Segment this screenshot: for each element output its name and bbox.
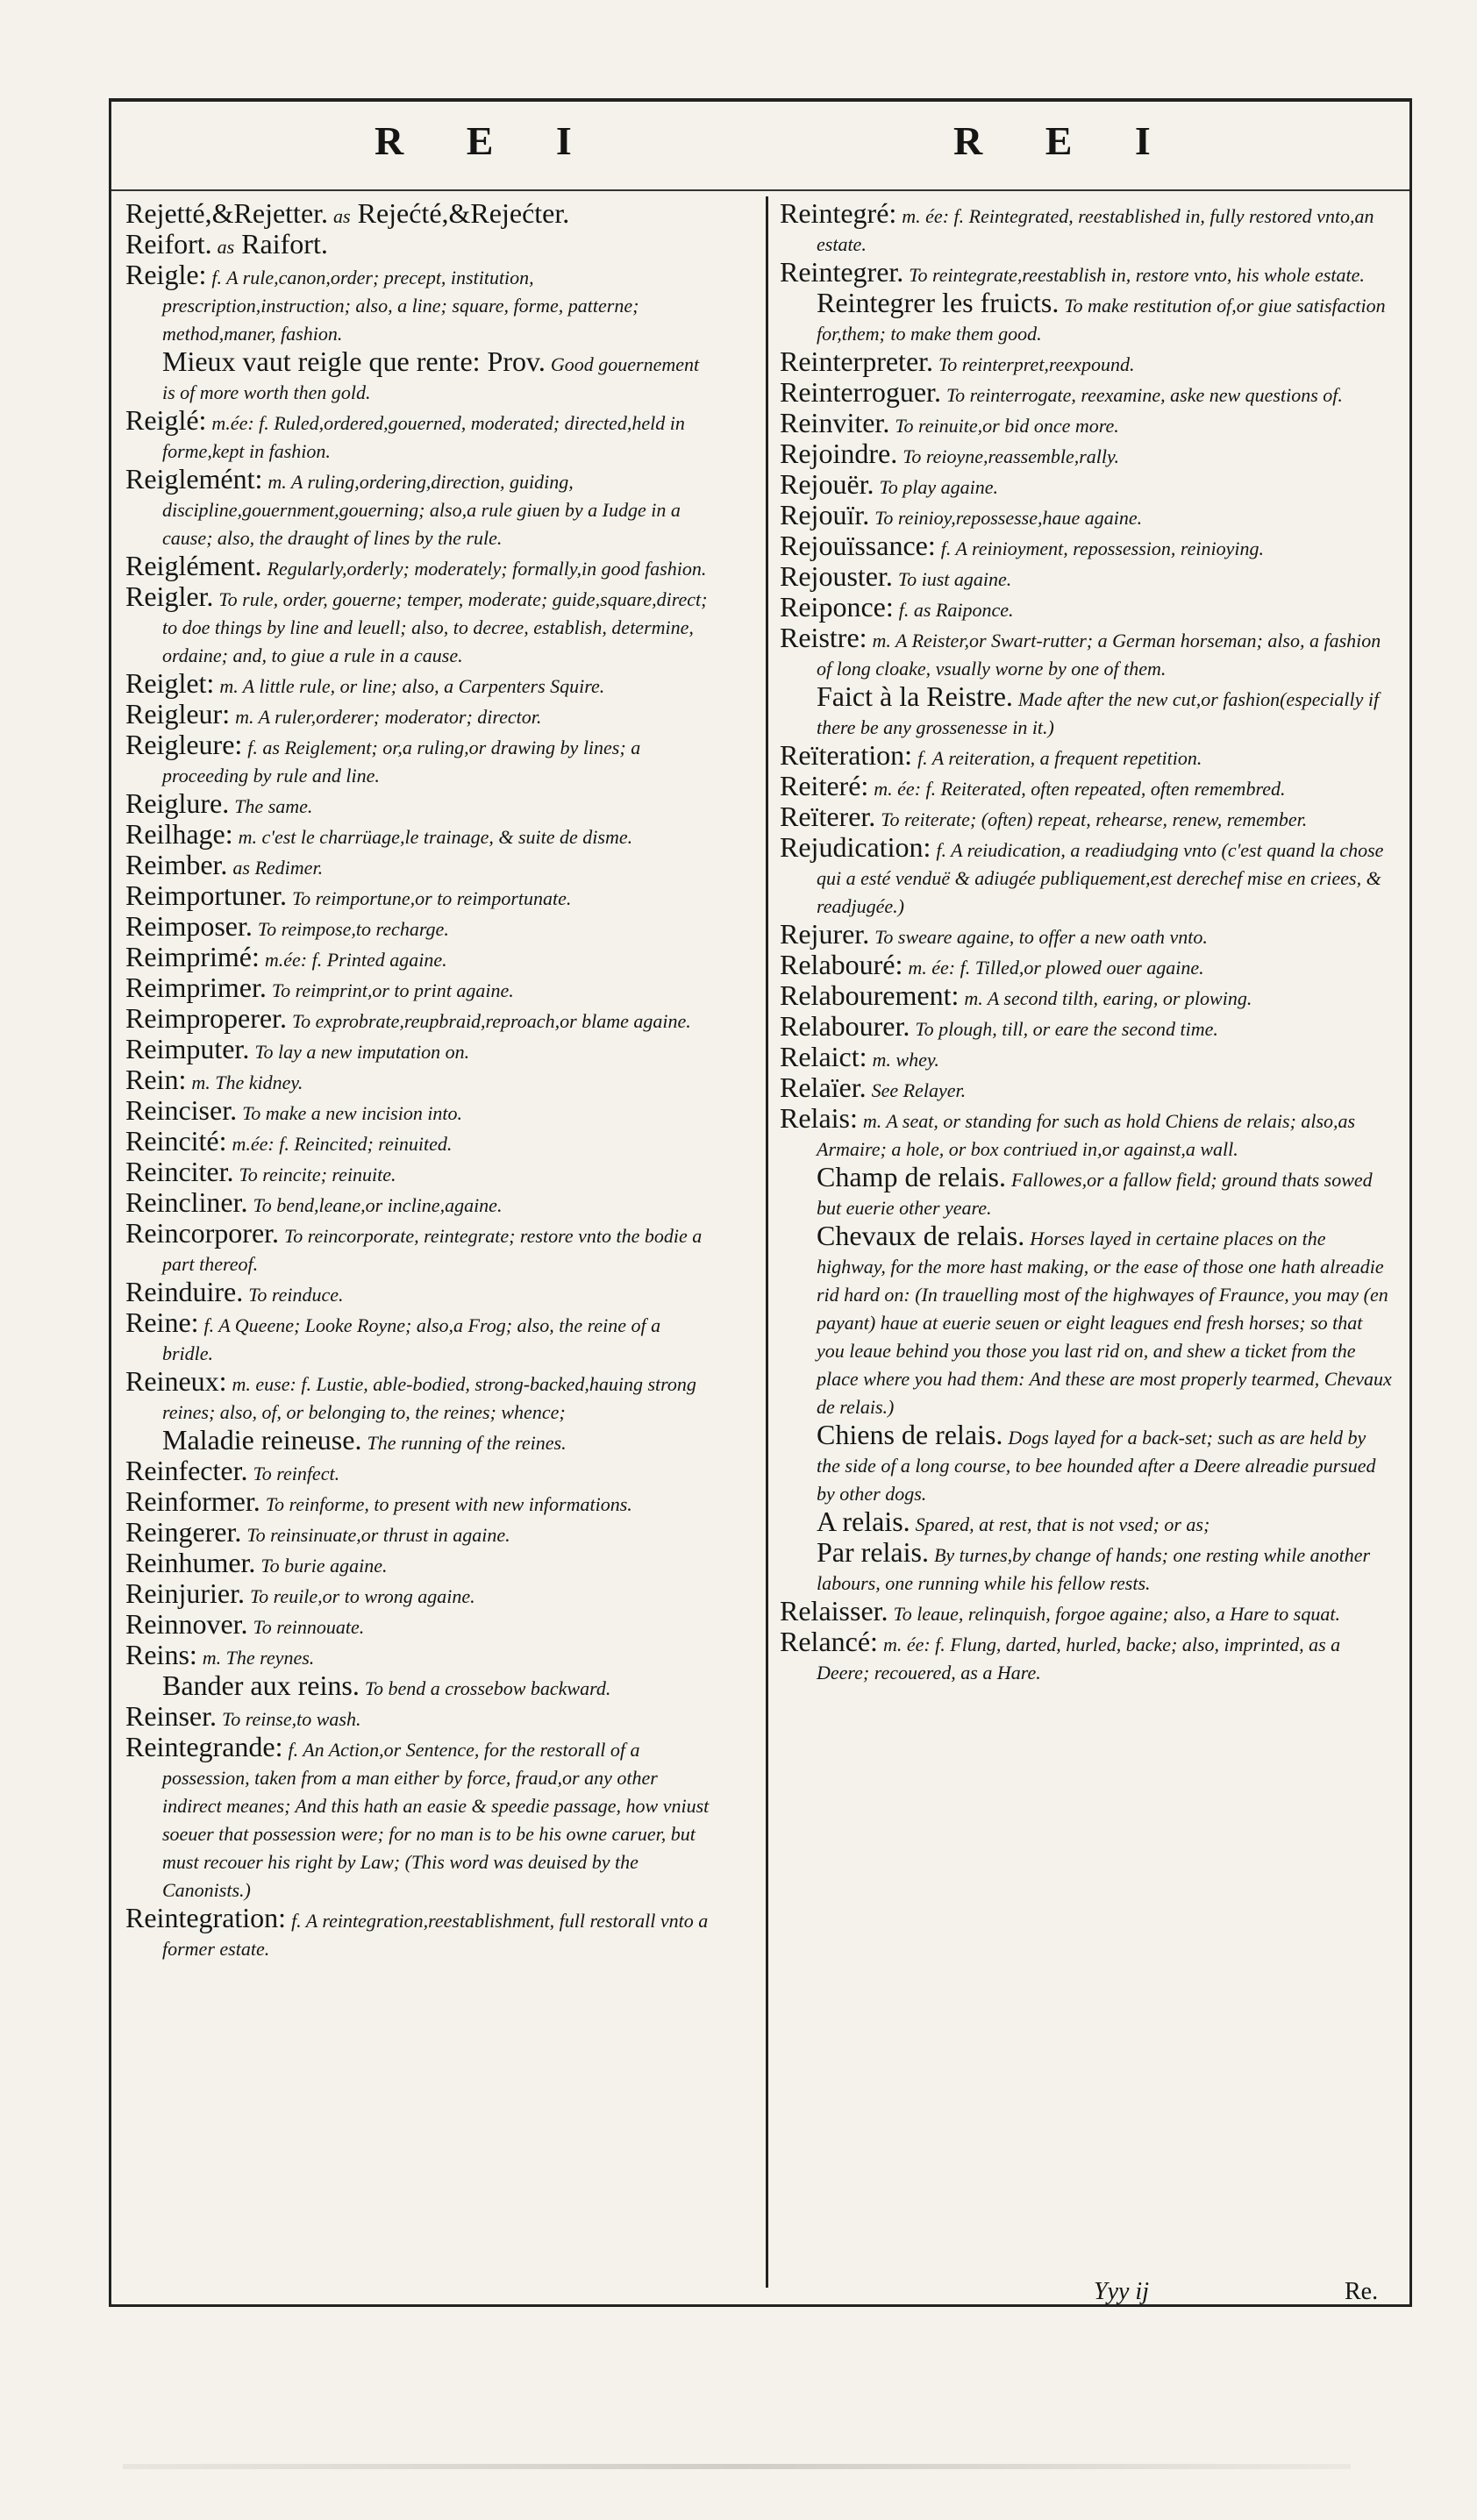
dictionary-entry xyxy=(125,1516,713,1549)
entry-gloss: To play againe. xyxy=(879,476,999,498)
entry-gloss: m. c'est le charrüage,le trainage, & suite de disme. xyxy=(238,826,633,848)
entry-gloss: m. A Reister,or Swart-rutter; a German horseman; also, a fashion of long cloake, vsually worne by one of them. xyxy=(817,630,1381,680)
entry-gloss: m.ée: f. Reincited; reinuited. xyxy=(232,1133,453,1155)
entry-gloss: To plough, till, or eare the second time. xyxy=(915,1018,1218,1040)
entry-gloss: To reinuite,or bid once more. xyxy=(895,415,1119,437)
dictionary-entry xyxy=(125,1217,713,1278)
dictionary-entry xyxy=(125,1306,713,1368)
entry-gloss: Fallowes,or a fallow field; ground thats sowed but euerie other yeare. xyxy=(817,1169,1373,1219)
dictionary-entry xyxy=(125,943,713,974)
entry-headword: Reigler. xyxy=(125,580,214,612)
entry-headword: Reigleur: xyxy=(125,698,231,730)
entry-headword: Faict à la Reistre. xyxy=(817,680,1013,712)
entry-gloss: To burie againe. xyxy=(260,1555,388,1577)
entry-gloss: m. The kidney. xyxy=(191,1071,303,1093)
entry-headword: Reïterer. xyxy=(780,801,876,832)
entry-gloss: To reinioy,repossesse,haue againe. xyxy=(874,507,1143,529)
entry-headword: Rein: xyxy=(125,1064,187,1095)
dictionary-entry xyxy=(125,1577,713,1611)
entry-gloss: To bend,leane,or incline,againe. xyxy=(253,1194,503,1216)
entry-headword: Reincorporer. xyxy=(125,1217,280,1249)
entry-headword: Reimprimé: xyxy=(125,941,260,972)
dictionary-entry xyxy=(125,1549,713,1580)
dictionary-entry xyxy=(780,345,1394,379)
entry-headword: Bander aux reins. xyxy=(162,1669,360,1701)
entry-headword: Maladie reineuse. xyxy=(162,1424,362,1456)
dictionary-entry xyxy=(780,951,1394,982)
entry-gloss: Spared, at rest, that is not vsed; or as; xyxy=(915,1513,1210,1535)
dictionary-entry xyxy=(125,463,713,552)
entry-headword: Reiglemént: xyxy=(125,463,263,495)
dictionary-entry xyxy=(125,1125,713,1158)
entry-headword: Relaisser. xyxy=(780,1595,888,1627)
entry-gloss: m. The reynes. xyxy=(202,1647,315,1669)
entry-headword: Reigleure: xyxy=(125,729,243,760)
entry-headword: Reinciser. xyxy=(125,1094,238,1126)
entry-headword: Reintegrer. xyxy=(780,256,904,288)
entry-gloss: To reincite; reinuite. xyxy=(239,1164,396,1185)
left-column xyxy=(125,197,713,1963)
entry-gloss: as xyxy=(333,205,351,227)
dictionary-entry xyxy=(780,1595,1394,1628)
entry-headword: Relabouré: xyxy=(780,949,903,980)
dictionary-entry xyxy=(780,1043,1394,1074)
entry-headword: Reintegrer les fruicts. xyxy=(817,287,1060,318)
entry-gloss: f. A reiudication, a readiudging vnto (c'est quand la chose qui a esté venduë & adiugée publiquement,est derechef mise en criees, & readjugée.) xyxy=(817,839,1384,917)
dictionary-entry xyxy=(780,1536,1394,1598)
entry-headword: Reinterroguer. xyxy=(780,376,941,408)
entry-gloss: f. A Queene; Looke Royne; also,a Frog; also, the reine of a bridle. xyxy=(162,1314,661,1364)
entry-headword: Reimproperer. xyxy=(125,1002,287,1034)
entry-headword: Par relais. xyxy=(817,1536,929,1568)
dictionary-entry xyxy=(125,552,713,583)
entry-gloss: To bend a crossebow backward. xyxy=(364,1677,611,1699)
dictionary-entry xyxy=(125,974,713,1005)
dictionary-entry xyxy=(780,468,1394,502)
dictionary-entry xyxy=(125,1457,713,1488)
dictionary-entry xyxy=(125,1904,713,1963)
entry-headword: Reins: xyxy=(125,1639,197,1670)
entry-gloss: To reuile,or to wrong againe. xyxy=(249,1585,475,1607)
dictionary-entry xyxy=(125,787,713,821)
entry-headword: Relais: xyxy=(780,1102,858,1134)
dictionary-entry xyxy=(125,1158,713,1189)
dictionary-entry xyxy=(780,409,1394,440)
entry-gloss: To make a new incision into. xyxy=(242,1102,463,1124)
dictionary-entry xyxy=(780,532,1394,563)
entry-headword: Reiglure. xyxy=(125,787,230,819)
dictionary-entry xyxy=(125,1186,713,1220)
entry-gloss: To reimportune,or to reimportunate. xyxy=(291,887,572,909)
entry-headword: Rejetté,&Rejetter. xyxy=(125,197,329,229)
entry-gloss: Good gouernement is of more worth then gold. xyxy=(162,353,700,403)
entry-headword: Chevaux de relais. xyxy=(817,1220,1025,1251)
entry-headword: Reigle: xyxy=(125,259,207,290)
entry-headword: Reintegré: xyxy=(780,197,897,229)
dictionary-entry xyxy=(125,345,713,407)
entry-headword: Champ de relais. xyxy=(817,1161,1006,1192)
dictionary-entry xyxy=(780,1628,1394,1687)
entry-headword: Reinnover. xyxy=(125,1608,248,1640)
running-head-left: R E I xyxy=(375,118,598,163)
entry-gloss: f. A reintegration,reestablishment, full restorall vnto a former estate. xyxy=(162,1910,709,1960)
entry-gloss: To reinfect. xyxy=(253,1463,340,1484)
entry-gloss: m. A seat, or standing for such as hold Chiens de relais; also,as Armaire; a hole, or box contriued in,or against,a wall. xyxy=(817,1110,1356,1160)
entry-gloss: m. ée: f. Reiterated, often repeated, often remembred. xyxy=(874,778,1286,800)
dictionary-entry xyxy=(125,910,713,943)
entry-crossref: Raifort. xyxy=(234,228,328,260)
entry-headword: Reinhumer. xyxy=(125,1547,256,1578)
entry-headword: A relais. xyxy=(817,1506,910,1537)
entry-headword: Reiglément. xyxy=(125,550,262,581)
entry-headword: Reilhage: xyxy=(125,818,233,850)
entry-gloss: To reinduce. xyxy=(248,1284,344,1306)
entry-gloss: To reinnouate. xyxy=(253,1616,365,1638)
entry-headword: Reimputer. xyxy=(125,1033,250,1064)
dictionary-entry xyxy=(780,376,1394,409)
dictionary-entry xyxy=(780,499,1394,532)
dictionary-entry xyxy=(125,731,713,790)
dictionary-entry xyxy=(780,1222,1394,1421)
dictionary-entry xyxy=(125,197,713,231)
entry-gloss: To rule, order, gouerne; temper, moderate; guide,square,direct; to doe things by line and leuell; also, to decree, establish, determine, ordaine; and, to giue a rule in a cause. xyxy=(162,588,708,666)
entry-headword: Relabourer. xyxy=(780,1010,910,1042)
dictionary-entry xyxy=(780,197,1394,259)
entry-gloss: To reioyne,reassemble,rally. xyxy=(903,445,1120,467)
entry-headword: Reistre: xyxy=(780,622,867,653)
dictionary-entry xyxy=(780,772,1394,803)
entry-gloss: To reinse,to wash. xyxy=(221,1708,361,1730)
entry-gloss: To reimprint,or to print againe. xyxy=(271,979,514,1001)
entry-gloss: To lay a new imputation on. xyxy=(254,1041,470,1063)
dictionary-entry xyxy=(780,256,1394,289)
entry-gloss: To reinforme, to present with new informations. xyxy=(265,1493,632,1515)
entry-gloss: Regularly,orderly; moderately; formally,in good fashion. xyxy=(267,558,707,580)
entry-gloss: f. as Reiglement; or,a ruling,or drawing by lines; a proceeding by rule and line. xyxy=(162,737,641,787)
dictionary-entry xyxy=(125,1033,713,1066)
entry-headword: Mieux vaut reigle que rente: Prov. xyxy=(162,345,546,377)
entry-gloss: m. A ruling,ordering,direction, guiding, discipline,gouernment,gouerning; also,a rule giuen by a Iudge in a cause; also, the draught of lines by the rule. xyxy=(162,471,681,549)
entry-gloss: m. ée: f. Tilled,or plowed ouer againe. xyxy=(908,957,1204,979)
entry-headword: Reifort. xyxy=(125,228,212,260)
dictionary-entry xyxy=(780,739,1394,772)
dictionary-entry xyxy=(125,1485,713,1519)
entry-headword: Rejurer. xyxy=(780,918,870,950)
entry-headword: Reimprimer. xyxy=(125,972,267,1003)
entry-gloss: To reimpose,to recharge. xyxy=(257,918,449,940)
dictionary-entry xyxy=(780,440,1394,471)
dictionary-entry xyxy=(125,1641,713,1672)
dictionary-entry xyxy=(125,818,713,851)
entry-gloss: m. ée: f. Flung, darted, hurled, backe; also, imprinted, as a Deere; recouered, as a Hare. xyxy=(817,1634,1341,1684)
entry-headword: Reine: xyxy=(125,1306,199,1338)
dictionary-entry xyxy=(125,667,713,701)
entry-headword: Reimposer. xyxy=(125,910,253,942)
entry-headword: Chiens de relais. xyxy=(817,1419,1003,1450)
entry-headword: Reiponce: xyxy=(780,591,894,623)
dictionary-entry xyxy=(125,1424,713,1457)
entry-gloss: m. ée: f. Reintegrated, reestablished in, fully restored vnto,an estate. xyxy=(817,205,1374,255)
dictionary-entry xyxy=(780,1421,1394,1508)
entry-headword: Reintegrande: xyxy=(125,1731,283,1762)
entry-headword: Reiteré: xyxy=(780,770,869,801)
entry-gloss: See Relayer. xyxy=(871,1079,967,1101)
entry-headword: Relancé: xyxy=(780,1626,878,1657)
entry-gloss: as xyxy=(217,236,235,258)
entry-gloss: Made after the new cut,or fashion(especially if there be any grossenesse in it.) xyxy=(817,688,1380,738)
dictionary-entry xyxy=(780,1010,1394,1043)
dictionary-entry xyxy=(780,1071,1394,1105)
entry-gloss: m. whey. xyxy=(872,1049,939,1071)
dictionary-entry xyxy=(125,580,713,670)
dictionary-entry xyxy=(125,1608,713,1641)
entry-gloss: f. as Raiponce. xyxy=(898,599,1014,621)
entry-gloss: To iust againe. xyxy=(897,568,1012,590)
right-column xyxy=(780,197,1394,1687)
entry-headword: Reïteration: xyxy=(780,739,913,771)
dictionary-entry xyxy=(125,1002,713,1036)
entry-gloss: To leaue, relinquish, forgoe againe; also, a Hare to squat. xyxy=(893,1603,1340,1625)
entry-gloss: Dogs layed for a back-set; such as are held by the side of a long course, to bee hounded after a Deere alreadie pursued by other dogs. xyxy=(817,1427,1376,1505)
entry-gloss: To reiterate; (often) repeat, rehearse, renew, remember. xyxy=(881,808,1308,830)
entry-gloss: m. A little rule, or line; also, a Carpenters Squire. xyxy=(219,675,605,697)
entry-headword: Rejudication: xyxy=(780,831,931,863)
entry-gloss: To sweare againe, to offer a new oath vnto. xyxy=(874,926,1208,948)
dictionary-entry xyxy=(780,289,1394,348)
dictionary-entry xyxy=(780,1161,1394,1222)
entry-headword: Reincité: xyxy=(125,1125,227,1157)
signature-mark: Yyy ij xyxy=(1094,2278,1149,2305)
entry-gloss: m.ée: f. Printed againe. xyxy=(264,949,447,971)
entry-headword: Reiglé: xyxy=(125,404,207,436)
dictionary-entry xyxy=(125,851,713,882)
entry-gloss: f. An Action,or Sentence, for the restorall of a possession, taken from a man either by force, fraud,or any other indirect meanes; And this hath an easie & speedie passage, how vniust soeuer that possession were; for no man is to be his owne caruer, but must recouer his right by Law; (This word was deuised by the Canonists.) xyxy=(162,1739,710,1901)
running-head-right: R E I xyxy=(953,118,1177,163)
entry-gloss: m. A second tilth, earing, or plowing. xyxy=(964,987,1252,1009)
dictionary-entry xyxy=(780,1508,1394,1539)
entry-headword: Rejouïr. xyxy=(780,499,870,530)
entry-gloss: as Redimer. xyxy=(232,857,324,879)
entry-gloss: f. A reinioyment, repossession, reinioying. xyxy=(940,537,1264,559)
entry-headword: Relaict: xyxy=(780,1041,867,1072)
entry-gloss: Horses layed in certaine places on the highway, for the more hast making, or the ease of those one hath alreadie rid hard on: (In trauelling most of the highwayes of Fraunce, you may (en payant) haue at euerie seuen or eight leagues end fresh horses; so that you leaue behind you those you last rid on, and shew a ticket from the place where you had them: And these are most properly tearmed, Chevaux de relais.) xyxy=(817,1228,1392,1418)
dictionary-entry xyxy=(125,879,713,913)
entry-gloss: f. A reiteration, a frequent repetition. xyxy=(917,747,1202,769)
entry-gloss: m. euse: f. Lustie, able-bodied, strong-backed,hauing strong reines; also, of, or belonging to, the reines; whence; xyxy=(162,1373,696,1423)
entry-headword: Reinduire. xyxy=(125,1276,244,1307)
entry-headword: Reinser. xyxy=(125,1700,217,1732)
scan-artifact xyxy=(123,2464,1351,2469)
page-frame xyxy=(109,98,1412,2307)
dictionary-entry xyxy=(780,803,1394,834)
dictionary-entry xyxy=(125,261,713,348)
entry-headword: Reinformer. xyxy=(125,1485,260,1517)
entry-gloss: To make restitution of,or giue satisfaction for,them; to make them good. xyxy=(817,295,1386,345)
entry-headword: Reinviter. xyxy=(780,407,890,438)
entry-gloss: By turnes,by change of hands; one resting while another labours, one running while his fellow rests. xyxy=(817,1544,1371,1594)
entry-headword: Rejouïssance: xyxy=(780,530,936,561)
catchword: Re. xyxy=(1345,2278,1379,2305)
entry-headword: Relaïer. xyxy=(780,1071,867,1103)
dictionary-entry xyxy=(125,1733,713,1904)
entry-gloss: The same. xyxy=(234,795,313,817)
entry-gloss: The running of the reines. xyxy=(367,1432,567,1454)
dictionary-entry xyxy=(780,831,1394,921)
entry-gloss: To reinterrogate, reexamine, aske new questions of. xyxy=(945,384,1343,406)
entry-headword: Relabourement: xyxy=(780,979,960,1011)
dictionary-entry xyxy=(125,1700,713,1733)
entry-headword: Reinterpreter. xyxy=(780,345,934,377)
entry-headword: Reincliner. xyxy=(125,1186,248,1218)
dictionary-entry xyxy=(125,404,713,466)
entry-headword: Reingerer. xyxy=(125,1516,242,1548)
entry-gloss: m.ée: f. Ruled,ordered,gouerned, moderated; directed,held in forme,kept in fashion. xyxy=(162,412,685,462)
dictionary-entry xyxy=(780,560,1394,594)
entry-gloss: f. A rule,canon,order; precept, institution, prescription,instruction; also, a line; square, forme, patterne; method,maner, fashion. xyxy=(162,267,639,345)
entry-crossref: Rejećté,&Rejećter. xyxy=(350,197,570,229)
entry-gloss: To reintegrate,reestablish in, restore vnto, his whole estate. xyxy=(909,264,1365,286)
entry-headword: Reineux: xyxy=(125,1365,227,1397)
entry-headword: Reinciter. xyxy=(125,1156,234,1187)
column-divider xyxy=(766,196,768,2288)
entry-gloss: To reinterpret,reexpound. xyxy=(938,353,1135,375)
entry-headword: Rejouër. xyxy=(780,468,874,500)
entry-gloss: To reinsinuate,or thrust in againe. xyxy=(246,1524,510,1546)
entry-gloss: m. A ruler,orderer; moderator; director. xyxy=(235,706,542,728)
dictionary-entry xyxy=(125,1278,713,1309)
entry-headword: Rejoindre. xyxy=(780,438,898,469)
dictionary-entry xyxy=(125,1094,713,1128)
dictionary-entry xyxy=(780,680,1394,742)
dictionary-entry xyxy=(780,624,1394,683)
entry-headword: Rejouster. xyxy=(780,560,893,592)
entry-headword: Reinjurier. xyxy=(125,1577,245,1609)
dictionary-entry xyxy=(780,979,1394,1013)
dictionary-entry xyxy=(125,1066,713,1097)
dictionary-entry xyxy=(125,1365,713,1427)
dictionary-entry xyxy=(125,1669,713,1703)
entry-gloss: To exprobrate,reupbraid,reproach,or blame againe. xyxy=(291,1010,691,1032)
entry-headword: Reimportuner. xyxy=(125,879,287,911)
entry-gloss: To reincorporate, reintegrate; restore vnto the bodie a part thereof. xyxy=(162,1225,703,1275)
entry-headword: Reimber. xyxy=(125,849,228,880)
header-rule xyxy=(111,189,1409,191)
entry-headword: Reintegration: xyxy=(125,1902,287,1933)
dictionary-entry xyxy=(780,918,1394,951)
entry-headword: Reinfecter. xyxy=(125,1455,248,1486)
dictionary-entry xyxy=(780,591,1394,624)
dictionary-entry xyxy=(780,1102,1394,1164)
dictionary-entry xyxy=(125,698,713,731)
dictionary-entry xyxy=(125,228,713,261)
entry-headword: Reiglet: xyxy=(125,667,215,699)
